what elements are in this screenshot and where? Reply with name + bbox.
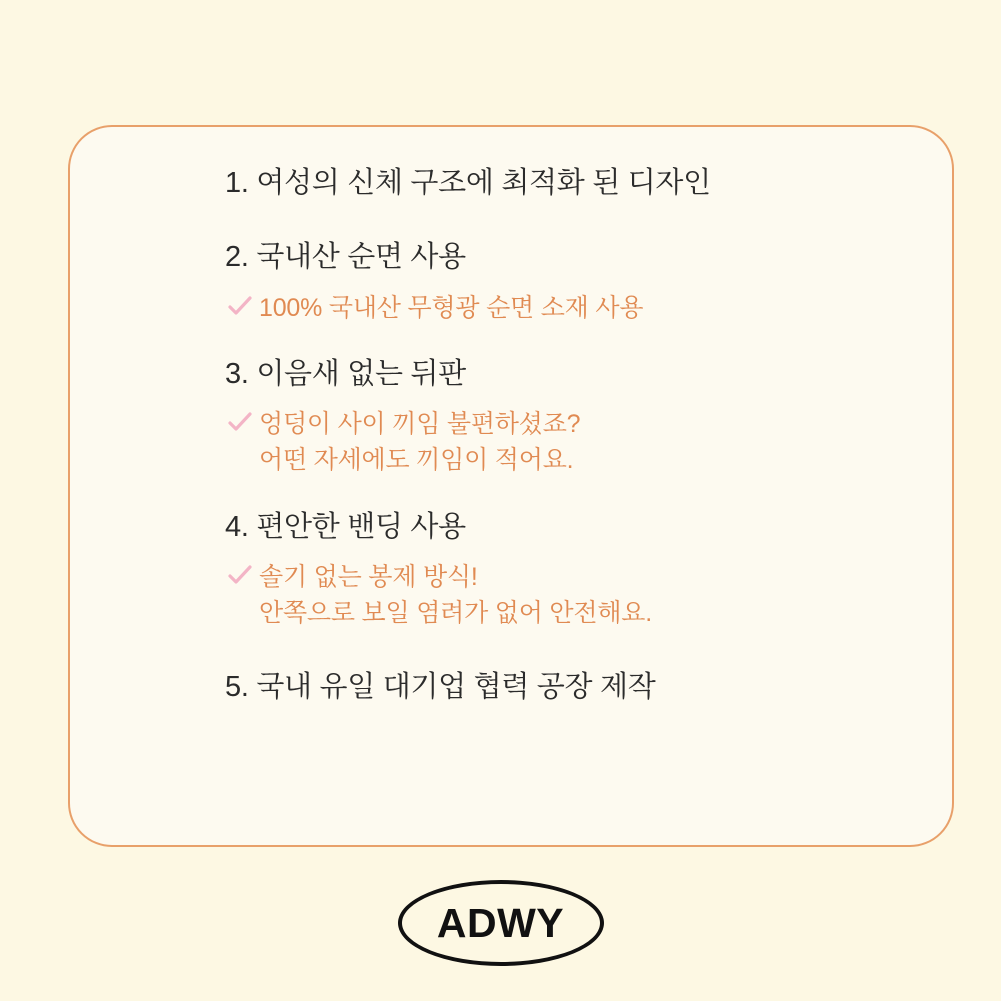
logo-badge [398, 880, 604, 966]
spacer [225, 326, 912, 356]
logo-text: ADWY [436, 899, 565, 946]
list-item [225, 165, 912, 201]
detail-line: 어떤 자세에도 끼임이 적어요. [259, 446, 574, 475]
detail-line: 안쪽으로 보일 염려가 없어 안전해요. [259, 599, 652, 627]
feature-title: 1. 여성의 신체 구조에 최적화 된 디자인 [225, 167, 711, 199]
brand-logo [0, 880, 1001, 966]
feature-list [225, 165, 912, 706]
list-item [225, 669, 912, 705]
spacer [225, 479, 912, 509]
feature-title: 3. 이음새 없는 뒤판 [225, 357, 466, 390]
detail-line: 솔기 없는 봉제 방식! [259, 562, 478, 591]
feature-detail-text [259, 290, 643, 326]
check-icon [227, 563, 253, 589]
feature-title: 4. 편안한 밴딩 사용 [225, 510, 466, 543]
check-icon [227, 294, 253, 320]
feature-detail-text [259, 406, 580, 479]
feature-detail [227, 290, 912, 326]
list-item [225, 509, 912, 632]
list-item [225, 239, 912, 326]
feature-detail [227, 406, 912, 479]
feature-card [68, 125, 954, 847]
feature-title: 5. 국내 유일 대기업 협력 공장 제작 [225, 671, 656, 704]
detail-line: 엉덩이 사이 끼임 불편하셨죠? [259, 410, 581, 438]
feature-detail-text [259, 559, 652, 632]
feature-title: 2. 국내산 순면 사용 [225, 241, 466, 274]
detail-line: 100% 국내산 무형광 순면 소재 사용 [259, 293, 644, 322]
spacer [225, 631, 912, 669]
spacer [225, 201, 912, 239]
feature-detail [227, 559, 912, 632]
check-icon [227, 410, 253, 436]
list-item [225, 356, 912, 479]
